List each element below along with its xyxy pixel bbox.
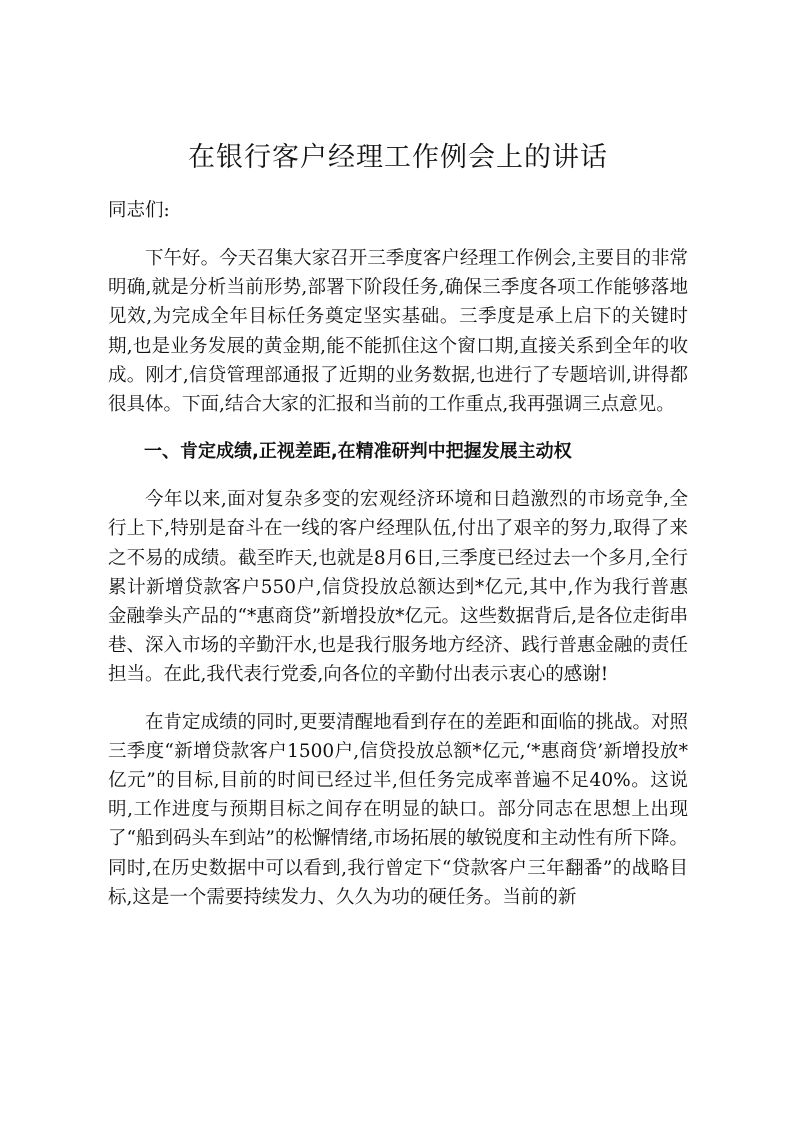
document-title: 在银行客户经理工作例会上的讲话 xyxy=(188,142,608,173)
document-page xyxy=(108,138,688,930)
salutation: 同志们: xyxy=(108,200,170,221)
intro-paragraph: 下午好。今天召集大家召开三季度客户经理工作例会,主要目的非常明确,就是分析当前形势,部署下阶段任务,确保三季度各项工作能够落地见效,为完成全年目标任务奠定坚实基础。三季度是承上启下的关键时期,也是业务发展的黄金期,能不能抓住这个窗口期,直接关系到全年的收成。刚才,信贷管理部通报了近期的业务数据,也进行了专题培训,讲得都很具体。下面,结合大家的汇报和当前的工作重点,我再强调三点意见。 xyxy=(108,248,688,416)
section-heading-1: 一、肯定成绩,正视差距,在精准研判中把握发展主动权 xyxy=(144,441,572,463)
section1-paragraph-1: 今年以来,面对复杂多变的宏观经济环境和日趋激烈的市场竞争,全行上下,特别是奋斗在一线的客户经理队伍,付出了艰辛的努力,取得了来之不易的成绩。截至昨天,也就是8月6日,三季度已经过去一个多月,全行累计新增贷款客户550户,信贷投放总额达到*亿元,其中,作为我行普惠金融拳头产品的“*惠商贷”新增投放*亿元。这些数据背后,是各位走街串巷、深入市场的辛勤汗水,也是我行服务地方经济、践行普惠金融的责任担当。在此,我代表行党委,向各位的辛勤付出表示衷心的感谢! xyxy=(108,489,688,686)
section1-paragraph-2: 在肯定成绩的同时,更要清醒地看到存在的差距和面临的挑战。对照三季度“新增贷款客户1500户,信贷投放总额*亿元,‘*惠商贷’新增投放*亿元”的目标,目前的时间已经过半,但任务完成率普遍不足40%。这说明,工作进度与预期目标之间存在明显的缺口。部分同志在思想上出现了“船到码头车到站”的松懈情绪,市场拓展的敏锐度和主动性有所下降。同时,在历史数据中可以看到,我行曾定下“贷款客户三年翻番”的战略目标,这是一个需要持续发力、久久为功的硬任务。当前的新 xyxy=(108,711,688,908)
